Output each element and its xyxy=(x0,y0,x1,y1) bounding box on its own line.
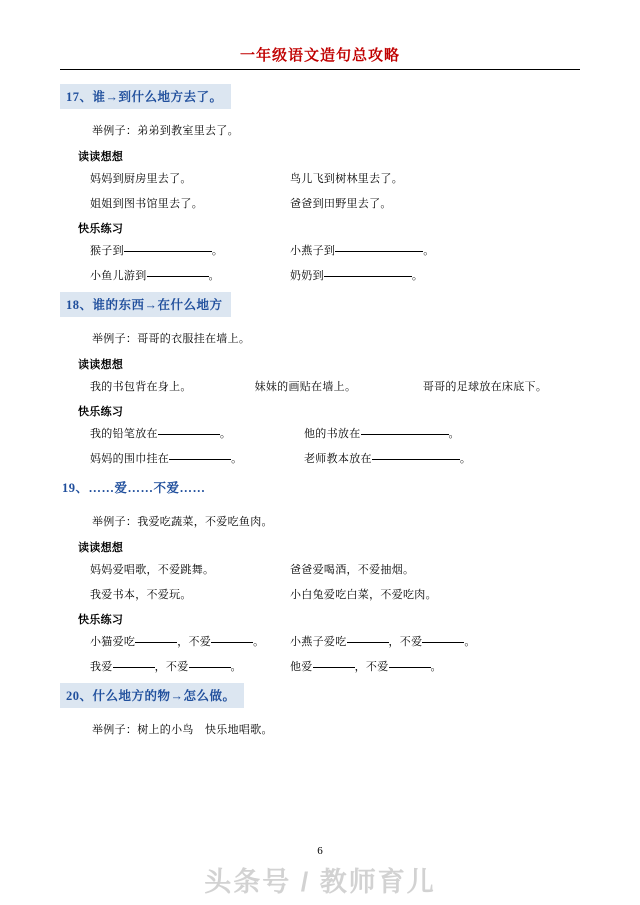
table-row xyxy=(90,425,580,441)
practice-post: 。 xyxy=(230,661,242,673)
fill-blank[interactable] xyxy=(113,663,155,671)
sentence: 妹妹的画贴在墙上。 xyxy=(254,381,357,393)
table-row xyxy=(90,450,580,466)
practice-mid: ，不爱 xyxy=(388,636,423,648)
table-row xyxy=(90,242,580,258)
table-row xyxy=(90,633,580,649)
sentence: 小白兔爱吃白菜，不爱吃肉。 xyxy=(290,589,437,601)
practice-post: 。 xyxy=(253,636,265,648)
page-number: 6 xyxy=(317,845,323,857)
section-19-practice-rows xyxy=(90,633,580,674)
section-19 xyxy=(60,475,580,674)
sentence: 妈妈到厨房里去了。 xyxy=(90,173,192,185)
section-19-practice-label: 快乐练习 xyxy=(78,614,124,626)
practice-prompt: 我爱 xyxy=(90,661,113,673)
page-title: 一年级语文造句总攻略 xyxy=(239,48,400,64)
practice-item xyxy=(290,658,490,674)
section-17-read-rows xyxy=(90,170,580,211)
practice-prompt: 奶奶到 xyxy=(290,270,324,282)
practice-post: 。 xyxy=(430,661,442,673)
fill-blank[interactable] xyxy=(124,247,212,255)
table-row xyxy=(90,378,580,394)
sentence: 哥哥的足球放在床底下。 xyxy=(422,381,548,393)
sentence: 我的书包背在身上。 xyxy=(90,381,192,393)
practice-prompt: 小燕子爱吃 xyxy=(290,636,347,648)
sentence: 姐姐到图书馆里去了。 xyxy=(90,198,203,210)
fill-blank[interactable] xyxy=(422,638,464,646)
title-divider xyxy=(60,69,580,70)
practice-mid: ，不爱 xyxy=(354,661,389,673)
fill-blank[interactable] xyxy=(313,663,355,671)
section-18-read-label: 读读想想 xyxy=(78,359,124,371)
section-19-example: 举例子：我爱吃蔬菜，不爱吃鱼肉。 xyxy=(92,516,273,528)
table-row xyxy=(90,586,580,602)
practice-mid: ，不爱 xyxy=(177,636,212,648)
practice-mid: ，不爱 xyxy=(154,661,189,673)
practice-item: 妈妈的围巾挂在 。 xyxy=(90,453,243,465)
fill-blank[interactable] xyxy=(324,272,412,280)
practice-item xyxy=(90,658,290,674)
practice-post: 。 xyxy=(464,636,476,648)
section-18 xyxy=(60,292,580,466)
sentence: 爸爸到田野里去了。 xyxy=(290,198,392,210)
table-row xyxy=(90,170,580,186)
section-17-example: 举例子：弟弟到教室里去了。 xyxy=(92,125,239,137)
section-19-heading: 19、……爱……不爱…… xyxy=(62,481,206,495)
fill-blank[interactable] xyxy=(361,430,449,438)
section-20-heading: 20、什么地方的物→怎么做。 xyxy=(60,683,244,708)
practice-item xyxy=(290,633,490,649)
fill-blank[interactable] xyxy=(147,272,209,280)
section-18-example: 举例子：哥哥的衣服挂在墙上。 xyxy=(92,333,251,345)
practice-item: 小鱼儿游到 。 xyxy=(90,270,220,282)
section-20-example: 举例子：树上的小鸟 快乐地唱歌。 xyxy=(92,724,273,736)
fill-blank[interactable] xyxy=(389,663,431,671)
fill-blank[interactable] xyxy=(135,638,177,646)
sentence: 爸爸爱喝酒，不爱抽烟。 xyxy=(290,564,415,576)
practice-item: 我的铅笔放在 。 xyxy=(90,428,232,440)
practice-item: 奶奶到 。 xyxy=(290,270,424,282)
section-17-heading: 17、谁→到什么地方去了。 xyxy=(60,84,231,109)
practice-item xyxy=(90,633,290,649)
section-18-heading: 18、谁的东西→在什么地方 xyxy=(60,292,231,317)
practice-prompt: 我的铅笔放在 xyxy=(90,428,158,440)
fill-blank[interactable] xyxy=(158,430,220,438)
practice-prompt: 老师教本放在 xyxy=(304,453,372,465)
table-row xyxy=(90,561,580,577)
practice-prompt: 小猫爱吃 xyxy=(90,636,136,648)
fill-blank[interactable] xyxy=(335,247,423,255)
sentence: 鸟儿飞到树林里去了。 xyxy=(290,173,403,185)
table-row xyxy=(90,267,580,283)
fill-blank[interactable] xyxy=(189,663,231,671)
fill-blank[interactable] xyxy=(169,455,231,463)
practice-prompt: 妈妈的围巾挂在 xyxy=(90,453,170,465)
section-17-read-label: 读读想想 xyxy=(78,151,124,163)
practice-item: 他的书放在 。 xyxy=(304,428,460,440)
practice-item: 老师教本放在 。 xyxy=(304,453,472,465)
table-row xyxy=(90,658,580,674)
section-17-practice-rows xyxy=(90,242,580,283)
practice-prompt: 他的书放在 xyxy=(304,428,361,440)
section-20 xyxy=(60,683,580,737)
practice-prompt: 猴子到 xyxy=(90,245,124,257)
table-row xyxy=(90,195,580,211)
fill-blank[interactable] xyxy=(372,455,460,463)
fill-blank[interactable] xyxy=(211,638,253,646)
section-17 xyxy=(60,84,580,283)
practice-item: 猴子到 。 xyxy=(90,245,224,257)
practice-prompt: 小燕子到 xyxy=(290,245,336,257)
section-19-read-label: 读读想想 xyxy=(78,542,124,554)
watermark: 头条号 / 教师育儿 xyxy=(204,867,436,897)
section-19-read-rows xyxy=(90,561,580,602)
sentence: 我爱书本，不爱玩。 xyxy=(90,589,192,601)
fill-blank[interactable] xyxy=(347,638,389,646)
practice-item: 小燕子到 。 xyxy=(290,245,435,257)
section-17-practice-label: 快乐练习 xyxy=(78,223,124,235)
section-18-practice-rows xyxy=(90,425,580,466)
practice-prompt: 小鱼儿游到 xyxy=(90,270,147,282)
sentence: 妈妈爱唱歌，不爱跳舞。 xyxy=(90,564,215,576)
practice-prompt: 他爱 xyxy=(290,661,313,673)
section-18-read-rows xyxy=(90,378,580,394)
section-18-practice-label: 快乐练习 xyxy=(78,406,124,418)
